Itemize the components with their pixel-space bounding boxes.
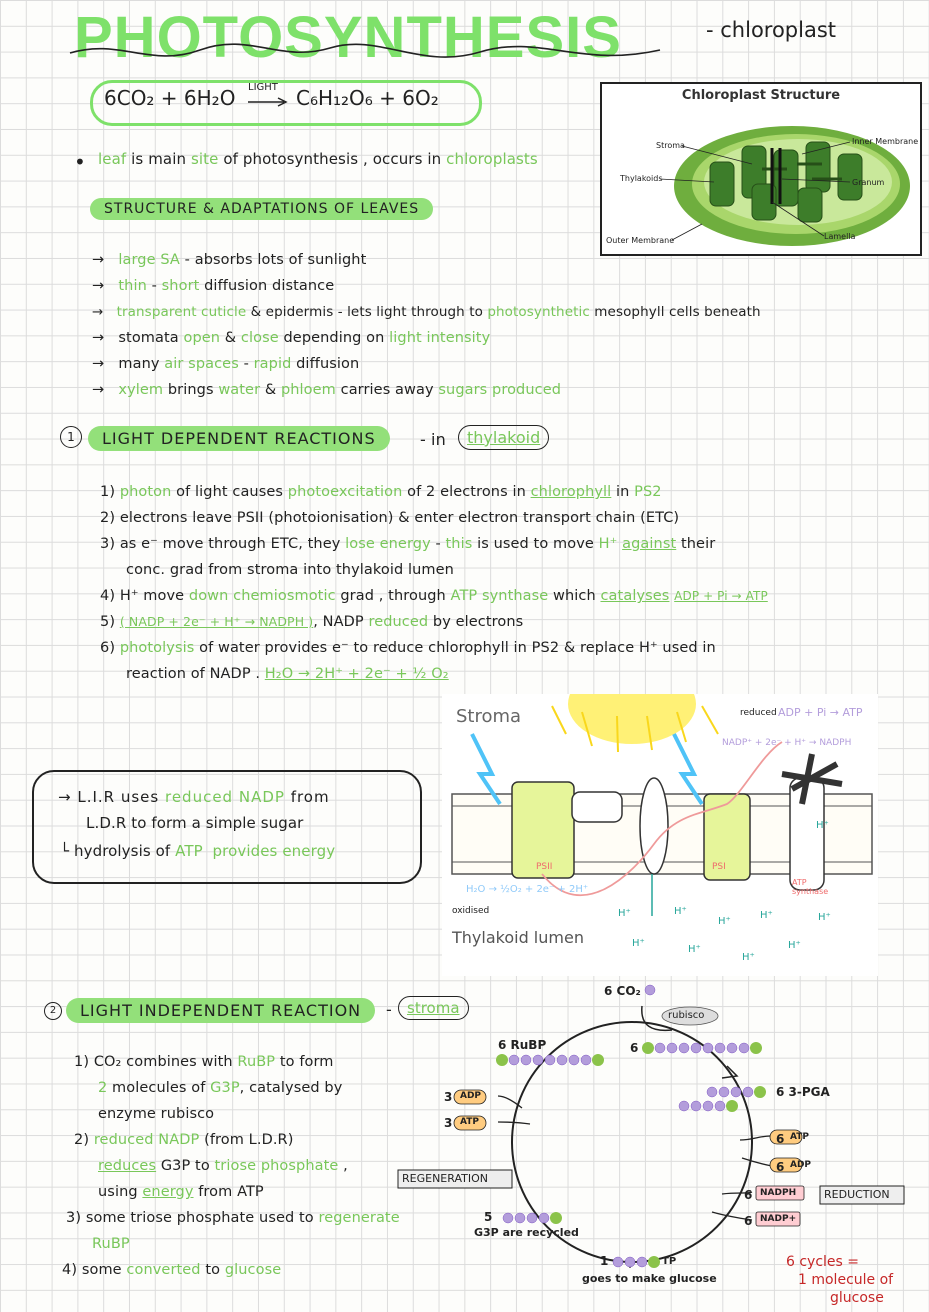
txt: from ATP <box>193 1184 264 1200</box>
calvin-co2: 6 CO₂ <box>604 984 641 998</box>
calvin-glucose: goes to make glucose <box>582 1272 717 1285</box>
side-note-2: 1 molecule of <box>798 1272 894 1288</box>
ldr-step-3b: conc. grad from stroma into thylakoid lumen <box>126 562 454 578</box>
txt: photosynthetic <box>487 304 590 320</box>
txt: short <box>161 278 200 294</box>
num: 1) <box>74 1054 90 1070</box>
txt: against <box>622 536 677 552</box>
txt: energy <box>142 1184 194 1200</box>
lir-step-3 <box>66 1210 400 1226</box>
txt: large SA <box>118 252 180 268</box>
txt: which <box>548 588 601 604</box>
txt: regenerate <box>318 1210 400 1226</box>
calvin-recycled-n: 5 <box>484 1210 493 1224</box>
arrow: → <box>92 278 105 294</box>
intro-chloroplasts: chloroplasts <box>446 150 538 168</box>
lir-step-2 <box>74 1132 293 1148</box>
txt: G3P <box>210 1080 240 1096</box>
equation-arrow <box>246 96 290 108</box>
calvin-tp: TP <box>662 1256 677 1267</box>
leaf-item-3 <box>92 304 761 320</box>
txt: - <box>146 278 162 294</box>
txt: ATP <box>175 842 203 860</box>
txt: & epidermis - lets light through to <box>246 304 488 320</box>
ldr-where <box>458 425 549 450</box>
num: 1) <box>100 484 116 500</box>
txt: rapid <box>253 356 292 372</box>
txt: G3P to <box>156 1158 215 1174</box>
thylakoid-figure <box>442 694 878 976</box>
txt: H₂O → 2H⁺ + 2e⁻ + ½ O₂ <box>264 666 449 682</box>
txt: 2 <box>98 1080 108 1096</box>
txt: reduced NADP <box>93 1132 200 1148</box>
leaf-item-1 <box>92 252 366 268</box>
equation-right: C₆H₁₂O₆ + 6O₂ <box>296 86 439 110</box>
label-granum: Granum <box>852 178 885 187</box>
txt: many <box>118 356 165 372</box>
chloroplast-diagram <box>602 84 920 254</box>
txt: ( NADP + 2e⁻ + H⁺ → NADPH ) <box>119 614 314 629</box>
txt: reduced NADP <box>164 788 285 806</box>
txt: catalyses <box>600 588 670 604</box>
txt: (from L.D.R) <box>199 1132 294 1148</box>
calvin-rubisco: rubisco <box>668 1010 705 1021</box>
leaves-heading: STRUCTURE & ADAPTATIONS OF LEAVES <box>90 198 433 220</box>
lir-step-2b <box>98 1158 348 1174</box>
txt: grad , through <box>335 588 451 604</box>
note-line-2: L.D.R to form a simple sugar <box>86 814 304 832</box>
hplus-10: H⁺ <box>816 820 829 831</box>
txt: glucose <box>224 1262 282 1278</box>
ldr-step-2 <box>100 510 679 526</box>
lir-step-1b <box>98 1080 342 1096</box>
side-note-3: glucose <box>830 1290 884 1306</box>
txt: by electrons <box>428 614 524 630</box>
ldr-step-6b <box>126 666 449 682</box>
thylakoid-atp-synthase: ATP synthase <box>792 878 829 896</box>
intro-leaf: leaf <box>98 150 127 168</box>
ldr-step-4 <box>100 588 768 604</box>
txt: & <box>260 382 281 398</box>
txt: , catalysed by <box>239 1080 343 1096</box>
txt: diffusion distance <box>199 278 335 294</box>
txt: brings <box>163 382 219 398</box>
calvin-rubp: 6 RuBP <box>498 1038 547 1052</box>
page-subtitle: - chloroplast <box>706 18 837 42</box>
txt: electrons leave PSII (photoionisation) & enter electron transport chain (ETC) <box>119 510 680 526</box>
arrow: → <box>92 356 105 372</box>
lir-step-1 <box>74 1054 334 1070</box>
calvin-regeneration: REGENERATION <box>402 1172 488 1185</box>
calvin-atp: ATP <box>790 1132 810 1142</box>
txt: close <box>240 330 279 346</box>
lir-step-4 <box>62 1262 281 1278</box>
leaf-item-6 <box>92 382 561 398</box>
txt: photolysis <box>119 640 195 656</box>
txt: PS2 <box>634 484 662 500</box>
hplus-7: H⁺ <box>742 952 755 963</box>
ldr-step-3 <box>100 536 715 552</box>
calvin-nadph6: 6 <box>744 1188 753 1202</box>
calvin-adp3: ADP <box>460 1091 482 1101</box>
txt: photon <box>119 484 172 500</box>
txt: RuBP <box>237 1054 276 1070</box>
txt: of water provides e⁻ to reduce chlorophyll in PS2 & replace H⁺ used in <box>194 640 716 656</box>
txt: converted <box>126 1262 201 1278</box>
title-scribble <box>60 8 700 78</box>
txt: transparent cuticle <box>116 304 247 320</box>
calvin-recycled: G3P are recycled <box>474 1226 579 1239</box>
leaf-item-2 <box>92 278 334 294</box>
hplus-5: H⁺ <box>632 938 645 949</box>
num: 2) <box>74 1132 90 1148</box>
txt: mesophyll cells beneath <box>589 304 761 320</box>
txt: lose energy <box>345 536 431 552</box>
txt: from <box>284 788 330 806</box>
calvin-nadp: NADP+ <box>760 1214 797 1224</box>
thylakoid-label-reduced: reduced <box>740 708 777 718</box>
side-note-1: 6 cycles = <box>786 1254 860 1270</box>
bullet-dot: • <box>74 150 86 174</box>
txt: CO₂ combines with <box>93 1054 238 1070</box>
hplus-2: H⁺ <box>674 906 687 917</box>
txt: sugars produced <box>438 382 562 398</box>
txt: - absorbs lots of sunlight <box>179 252 367 268</box>
thylakoid-water-eq: H₂O → ½O₂ + 2e⁻ + 2H⁺ <box>466 884 589 895</box>
txt: is used to move <box>472 536 599 552</box>
txt: - <box>238 356 254 372</box>
hplus-3: H⁺ <box>718 916 731 927</box>
calvin-pga: 6 3-PGA <box>776 1085 830 1099</box>
txt: photoexcitation <box>287 484 403 500</box>
lir-heading: LIGHT INDEPENDENT REACTION <box>66 998 375 1023</box>
label-outer-membrane: Outer Membrane <box>606 236 675 245</box>
txt: └ hydrolysis of <box>60 842 176 860</box>
txt: stomata <box>118 330 184 346</box>
calvin-cycle-diagram <box>392 976 912 1296</box>
hplus-8: H⁺ <box>788 940 801 951</box>
txt: molecules of <box>107 1080 211 1096</box>
txt: - <box>430 536 446 552</box>
num: 6) <box>100 640 116 656</box>
num: 3) <box>66 1210 82 1226</box>
txt: light intensity <box>389 330 491 346</box>
txt: using <box>98 1184 143 1200</box>
txt: in <box>611 484 635 500</box>
txt: of light causes <box>171 484 288 500</box>
thylakoid-ps2: PSII <box>536 862 553 872</box>
txt: diffusion <box>291 356 360 372</box>
equation-arrow-label: LIGHT <box>248 82 278 93</box>
calvin-adp6: 6 <box>776 1160 785 1174</box>
calvin-atp3: ATP <box>460 1117 480 1127</box>
leaf-item-5 <box>92 356 359 372</box>
txt: reduced <box>368 614 429 630</box>
thylakoid-label-oxidised: oxidised <box>452 906 490 916</box>
intro-line <box>98 150 538 168</box>
calvin-adp: ADP <box>790 1160 812 1170</box>
ldr-heading: LIGHT DEPENDENT REACTIONS <box>88 426 390 451</box>
ldr-in: - in <box>420 430 446 449</box>
calvin-reduction: REDUCTION <box>824 1188 890 1201</box>
leaf-item-4 <box>92 330 490 346</box>
txt: water <box>218 382 261 398</box>
arrow: → <box>92 382 105 398</box>
txt: thin <box>118 278 147 294</box>
txt: H⁺ <box>598 536 618 552</box>
txt: ATP synthase <box>450 588 549 604</box>
chloroplast-figure <box>600 82 922 256</box>
note-line-3 <box>60 842 335 860</box>
arrow: → <box>92 330 105 346</box>
hplus-4: H⁺ <box>760 910 773 921</box>
lir-where-text: stroma <box>407 999 460 1017</box>
lir-step-2c <box>98 1184 264 1200</box>
arrow: → <box>92 252 105 268</box>
label-lamella: Lamella <box>824 232 856 241</box>
txt: to <box>200 1262 225 1278</box>
calvin-atp6: 6 <box>776 1132 785 1146</box>
label-thylakoids: Thylakoids <box>620 174 663 183</box>
page-title: PHOTOSYNTHESIS <box>74 5 622 70</box>
calvin-nadp6: 6 <box>744 1214 753 1228</box>
num: 4) <box>62 1262 78 1278</box>
intro-is-main: is main <box>126 150 191 168</box>
txt: of 2 electrons in <box>402 484 531 500</box>
hplus-1: H⁺ <box>618 908 631 919</box>
thylakoid-adp-atp: ADP + Pi → ATP <box>778 706 863 719</box>
ldr-where-text: thylakoid <box>467 428 541 447</box>
txt: ADP + Pi → ATP <box>674 589 768 603</box>
txt: down chemiosmotic <box>188 588 336 604</box>
ldr-step-6 <box>100 640 716 656</box>
lir-step-1c: enzyme rubisco <box>98 1106 215 1122</box>
ldr-step-1 <box>100 484 662 500</box>
txt: depending on <box>278 330 390 346</box>
txt: this <box>445 536 473 552</box>
txt: → L.I.R uses <box>58 788 165 806</box>
note-line-1 <box>58 788 330 806</box>
calvin-atp3-n: 3 <box>444 1116 453 1130</box>
arrow: → <box>92 304 104 320</box>
thylakoid-nadp-eq: NADP⁺ + 2e⁻ + H⁺ → NADPH <box>722 738 852 748</box>
txt: open <box>183 330 221 346</box>
txt: some <box>81 1262 127 1278</box>
txt: provides energy <box>207 842 336 860</box>
calvin-adp3-n: 3 <box>444 1090 453 1104</box>
lir-dash: - <box>386 1000 392 1019</box>
calvin-six: 6 <box>630 1041 639 1055</box>
section-number-2: 2 <box>44 1002 62 1020</box>
calvin-nadph: NADPH <box>760 1188 797 1198</box>
hplus-6: H⁺ <box>688 944 701 955</box>
num: 3) <box>100 536 116 552</box>
txt: their <box>676 536 716 552</box>
thylakoid-label-lumen: Thylakoid lumen <box>452 928 584 947</box>
txt: reaction of NADP . <box>126 666 265 682</box>
lir-step-3b: RuBP <box>92 1236 130 1252</box>
thylakoid-ps1: PSI <box>712 862 726 872</box>
hplus-9: H⁺ <box>818 912 831 923</box>
txt: H⁺ move <box>119 588 189 604</box>
txt: as e⁻ move through ETC, they <box>119 536 346 552</box>
txt: carries away <box>335 382 439 398</box>
label-inner-membrane: Inner Membrane <box>852 137 919 146</box>
ldr-step-5 <box>100 614 523 630</box>
txt: , NADP <box>313 614 369 630</box>
txt: reduces <box>98 1158 157 1174</box>
equation-left: 6CO₂ + 6H₂O <box>104 86 236 110</box>
chloroplast-title: Chloroplast Structure <box>681 88 841 103</box>
txt: air spaces <box>164 356 239 372</box>
intro-site: site <box>190 150 219 168</box>
calvin-tp-n: 1 <box>600 1254 609 1268</box>
section-number-1: 1 <box>60 426 82 448</box>
txt: , <box>338 1158 348 1174</box>
thylakoid-label-stroma: Stroma <box>456 706 522 727</box>
intro-of-ps: of photosynthesis , occurs in <box>218 150 447 168</box>
txt: & <box>220 330 241 346</box>
txt: some triose phosphate used to <box>85 1210 319 1226</box>
txt: triose phosphate <box>214 1158 339 1174</box>
num: 5) <box>100 614 116 630</box>
txt: to form <box>275 1054 334 1070</box>
txt: chlorophyll <box>530 484 612 500</box>
label-stroma: Stroma <box>656 141 685 150</box>
txt: xylem <box>118 382 164 398</box>
num: 2) <box>100 510 116 526</box>
txt: phloem <box>280 382 336 398</box>
num: 4) <box>100 588 116 604</box>
